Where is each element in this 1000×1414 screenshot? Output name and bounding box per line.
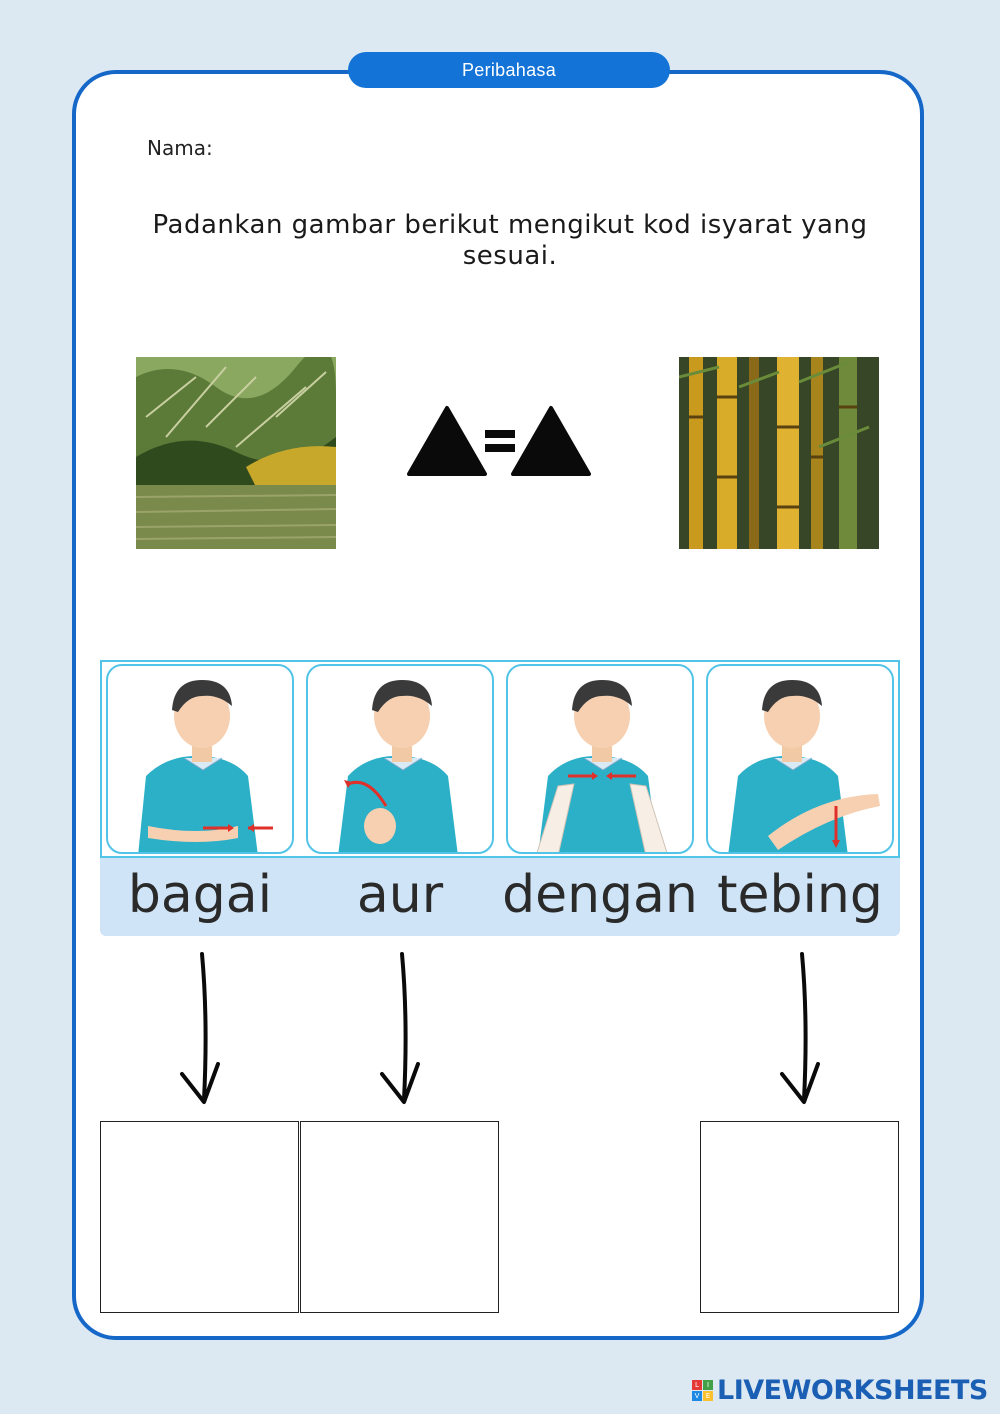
sign-word-tebing: tebing: [717, 865, 883, 925]
answer-box-bagai[interactable]: [100, 1121, 299, 1313]
sign-word-bagai: bagai: [127, 865, 273, 925]
name-label: Nama:: [147, 136, 213, 160]
down-arrow-icon: [772, 950, 832, 1110]
down-arrow-icon: [372, 950, 432, 1110]
sign-word-dengan: dengan: [502, 865, 698, 925]
worksheet-title: Peribahasa: [348, 52, 670, 88]
boy-signing-tebing-icon: [708, 666, 894, 854]
boy-signing-aur-icon: [308, 666, 494, 854]
sign-card-aur: [306, 664, 494, 854]
liveworksheets-logo-icon: L I V E: [692, 1380, 713, 1401]
liveworksheets-logo[interactable]: [692, 1375, 988, 1405]
sign-card-bagai: [106, 664, 294, 854]
equals-triangles-icon: [405, 402, 595, 478]
sign-card-tebing: [706, 664, 894, 854]
sign-word-aur: aur: [356, 865, 444, 925]
instruction-text: Padankan gambar berikut mengikut kod isyarat yang sesuai.: [152, 210, 868, 271]
river-bank-photo: [136, 357, 336, 549]
liveworksheets-brand-text: LIVEWORKSHEETS: [717, 1374, 988, 1406]
boy-signing-dengan-icon: [508, 666, 694, 854]
down-arrow-icon: [172, 950, 232, 1110]
bamboo-photo: [679, 357, 879, 549]
sign-card-dengan: [506, 664, 694, 854]
boy-signing-bagai-icon: [108, 666, 294, 854]
sign-language-panel: [100, 660, 900, 936]
answer-box-aur[interactable]: [300, 1121, 499, 1313]
answer-box-tebing[interactable]: [700, 1121, 899, 1313]
